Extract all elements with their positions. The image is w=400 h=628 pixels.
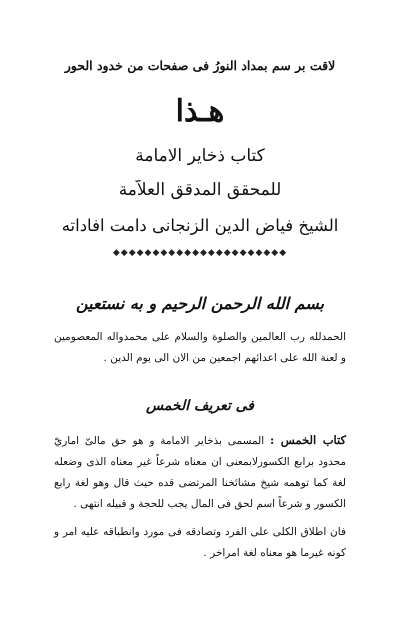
term-label: كتاب الخمس :: [270, 433, 346, 447]
hadha-heading: هـذا: [175, 94, 225, 129]
definition-text: المسمى بذخاير الامامة و هو حق مالىّ اماريّ محدود برابع الكسورلابمعنى ان معناه شرعاً غير معناه الذى وضعله لغة كما توهمه شيخ مشائخنا المرتضى قده حيث قال وهو لغة رابع الكسور و شرعاً اسم لحق فى المال يجب للحجة و قبيله انتهى .: [54, 435, 346, 510]
definition-paragraph: [54, 430, 346, 515]
author-name: الشيخ فياض الدين الزنجانى دامت افاداته: [61, 216, 339, 235]
epigraph-verse: لاقت بر سم بمداد النورُ فى صفحات من خدود الحور: [64, 58, 336, 73]
author-honorific: للمحقق المدقق العلاّمة: [118, 180, 282, 200]
basmala: بسم الله الرحمن الرحيم و به نستعين: [75, 294, 324, 313]
ornament-divider: ◆◆◆◆◆◆◆◆◆◆◆◆◆◆◆◆◆◆◆◆◆◆: [112, 248, 288, 258]
intro-paragraph: الحمدلله رب العالمين والصلوة والسلام على محمدواله المعصومين و لعنة الله على اعدائهم اجمعين من الان الى يوم الدين .: [54, 331, 346, 364]
closing-paragraph: فان اطلاق الكلى على الفرد وتصادقه فى مورد وانطباقه عليه امر و كونه غيرما هو معناه لغة امراخر .: [54, 526, 346, 559]
book-title: كتاب ذخاير الامامة: [135, 146, 265, 166]
section-heading: فى تعريف الخمس: [145, 398, 254, 414]
